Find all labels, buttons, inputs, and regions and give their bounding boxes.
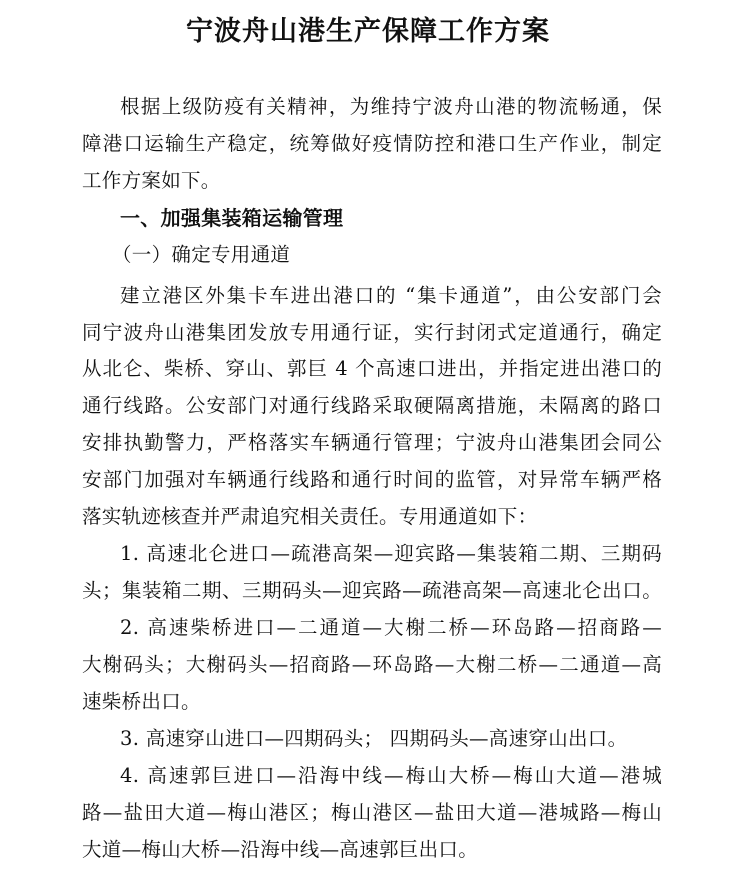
route-item-line: 2. 高速柴桥进口—二通道—大榭二桥—环岛路—招商路—: [120, 616, 662, 639]
document-title: 宁波舟山港生产保障工作方案: [186, 16, 550, 47]
route-item-line: 路—盐田大道—梅山港区；梅山港区—盐田大道—港城路—梅山: [82, 801, 662, 824]
section-heading: 一、加强集装箱运输管理: [120, 206, 344, 230]
route-item-line: 1. 高速北仑进口—疏港高架—迎宾路—集装箱二期、三期码: [120, 542, 662, 565]
route-item-line: 3. 高速穿山进口—四期码头； 四期码头—高速穿山出口。: [120, 727, 628, 750]
route-item-line: 头；集装箱二期、三期码头—迎宾路—疏港高架—高速北仑出口。: [82, 579, 662, 602]
paragraph-line: 建立港区外集卡车进出港口的 “集卡通道”，由公安部门会: [120, 284, 662, 307]
subsection-heading: （一）确定专用通道: [112, 243, 291, 266]
paragraph-line: 同宁波舟山港集团发放专用通行证，实行封闭式定道通行，确定: [82, 321, 662, 344]
paragraph-line: 落实轨迹核查并严肃追究相关责任。专用通道如下：: [82, 505, 538, 528]
paragraph-line: 安部门加强对车辆通行线路和通行时间的监管，对异常车辆严格: [82, 468, 662, 491]
paragraph-line: 障港口运输生产稳定，统筹做好疫情防控和港口生产作业，制定: [82, 132, 662, 155]
paragraph-line: 从北仑、柴桥、穿山、郭巨 4 个高速口进出，并指定进出港口的: [82, 357, 662, 380]
route-item-line: 4. 高速郭巨进口—沿海中线—梅山大桥—梅山大道—港城: [120, 764, 662, 787]
paragraph-line: 工作方案如下。: [82, 169, 221, 192]
route-item-line: 速柴桥出口。: [82, 690, 201, 713]
paragraph-line: 安排执勤警力，严格落实车辆通行管理；宁波舟山港集团会同公: [82, 431, 662, 454]
route-item-line: 大榭码头；大榭码头—招商路—环岛路—大榭二桥—二通道—高: [82, 653, 662, 676]
paragraph-line: 通行线路。公安部门对通行线路采取硬隔离措施，未隔离的路口: [82, 394, 662, 417]
paragraph-line: 根据上级防疫有关精神，为维持宁波舟山港的物流畅通，保: [120, 95, 662, 118]
route-item-line: 大道—梅山大桥—沿海中线—高速郭巨出口。: [82, 838, 478, 861]
